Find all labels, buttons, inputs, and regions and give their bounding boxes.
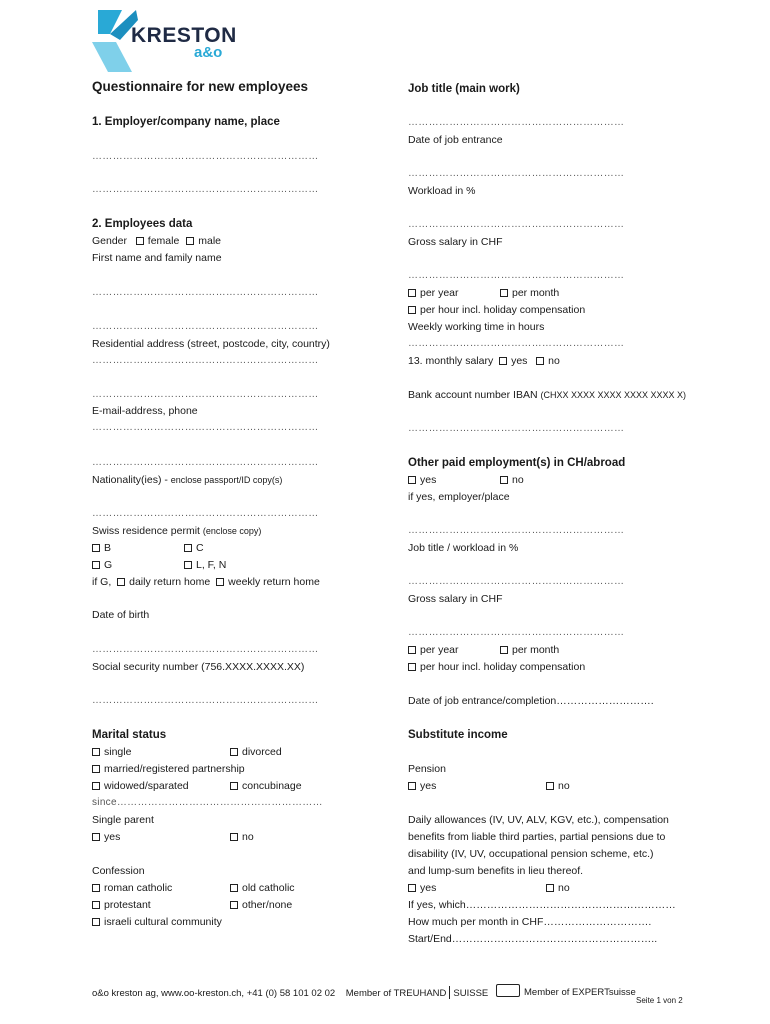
name-line-1[interactable]: ………………………………………………………… (92, 287, 319, 298)
permit-b-label: B (104, 542, 112, 554)
israeli-checkbox[interactable] (92, 918, 100, 926)
old-catholic-checkbox[interactable] (230, 884, 238, 892)
per-hour-checkbox[interactable] (408, 306, 416, 314)
roman-option[interactable] (92, 881, 172, 895)
daily-no-checkbox[interactable] (546, 884, 554, 892)
per-year-option[interactable] (408, 286, 459, 300)
logo-name: KRESTON (131, 24, 237, 47)
pension-no-option[interactable] (546, 779, 570, 793)
single-parent-yes-label: yes (104, 831, 121, 843)
daily-allowance-text-4: and lump-sum benefits in lieu thereof. (408, 865, 584, 877)
other-no-label: no (512, 474, 524, 486)
per-year2-option[interactable] (408, 643, 459, 657)
employer-line-2[interactable]: ………………………………………………………… (92, 184, 319, 195)
concubinage-option[interactable] (230, 779, 302, 793)
date-completion-line[interactable]: Date of job entrance/completion………………………. (408, 695, 654, 707)
per-year-checkbox[interactable] (408, 289, 416, 297)
per-hour2-option[interactable] (408, 660, 585, 674)
other-no-option[interactable] (500, 473, 524, 487)
job-workload-line[interactable]: ……………………………………………………… (408, 576, 625, 587)
iban-row (408, 388, 686, 402)
gross-salary2-label: Gross salary in CHF (408, 593, 503, 605)
permit-c-option[interactable] (184, 541, 204, 555)
thirteenth-row (408, 354, 560, 368)
per-hour2-label: per hour incl. holiday compensation (420, 661, 586, 673)
gross-salary-label: Gross salary in CHF (408, 236, 503, 248)
page-number: Seite 1 von 2 (636, 996, 683, 1005)
footer-divider (449, 986, 450, 999)
permit-g-option[interactable] (92, 558, 112, 572)
pension-yes-option[interactable] (408, 779, 436, 793)
divorced-option[interactable] (230, 745, 282, 759)
swiss-permit-label: Swiss residence permit (92, 525, 200, 537)
other-no-checkbox[interactable] (500, 476, 508, 484)
israeli-label: israeli cultural community (104, 916, 222, 928)
per-hour2-checkbox[interactable] (408, 663, 416, 671)
address-line-2[interactable]: ………………………………………………………… (92, 389, 319, 400)
permit-c-checkbox[interactable] (184, 544, 192, 552)
married-label: married/registered partnership (104, 763, 245, 775)
male-label: male (198, 235, 221, 247)
widowed-label: widowed/sparated (104, 780, 189, 792)
other-none-label: other/none (242, 899, 293, 911)
iban-format: (CHXX XXXX XXXX XXXX XXXX X) (540, 390, 687, 400)
per-year2-checkbox[interactable] (408, 646, 416, 654)
first-name-label: First name and family name (92, 252, 222, 264)
old-catholic-label: old catholic (242, 882, 295, 894)
pension-no-checkbox[interactable] (546, 782, 554, 790)
per-month2-option[interactable] (500, 643, 559, 657)
permit-lfn-label: L, F, N (196, 559, 227, 571)
protestant-option[interactable] (92, 898, 151, 912)
roman-checkbox[interactable] (92, 884, 100, 892)
single-parent-yes-option[interactable] (92, 830, 120, 844)
protestant-label: protestant (104, 899, 151, 911)
permit-g-label: G (104, 559, 113, 571)
widowed-option[interactable] (92, 779, 189, 793)
daily-return-checkbox[interactable] (117, 578, 125, 586)
gender-row (92, 234, 221, 248)
other-employment-heading: Other paid employment(s) in CH/abroad (408, 457, 626, 469)
pension-yes-checkbox[interactable] (408, 782, 416, 790)
dob-label: Date of birth (92, 609, 150, 621)
nationality-label: Nationality(ies) - (92, 474, 168, 486)
single-checkbox[interactable] (92, 748, 100, 756)
expertsuisse-label: Member of EXPERTsuisse (524, 987, 636, 998)
per-month2-checkbox[interactable] (500, 646, 508, 654)
email-line-2[interactable]: ………………………………………………………… (92, 457, 319, 468)
divorced-checkbox[interactable] (230, 748, 238, 756)
employer-heading: 1. Employer/company name, place (92, 116, 280, 128)
nationality-line[interactable]: ………………………………………………………… (92, 508, 319, 519)
old-catholic-option[interactable] (230, 881, 295, 895)
employer-place-line[interactable]: ……………………………………………………… (408, 525, 625, 536)
single-parent-no-checkbox[interactable] (230, 833, 238, 841)
pension-label: Pension (408, 763, 446, 775)
thirteenth-yes-label: yes (511, 355, 528, 367)
weekly-time-line[interactable]: ……………………………………………………… (408, 338, 625, 349)
thirteenth-no-label: no (548, 355, 560, 367)
job-title-line[interactable]: ……………………………………………………… (408, 117, 625, 128)
daily-yes-checkbox[interactable] (408, 884, 416, 892)
if-g-label: if G, (92, 576, 112, 588)
weekly-return-label: weekly return home (228, 576, 320, 588)
married-option[interactable] (92, 762, 245, 776)
since-line[interactable]: since…………………………………………………… (92, 797, 323, 808)
daily-return-label: daily return home (129, 576, 211, 588)
marital-heading: Marital status (92, 729, 167, 741)
logo-sub: a&o (194, 44, 223, 61)
permit-b-checkbox[interactable] (92, 544, 100, 552)
per-month-option[interactable] (500, 286, 559, 300)
name-line-2[interactable]: ………………………………………………………… (92, 321, 319, 332)
daily-yes-label: yes (420, 882, 437, 894)
workload-line[interactable]: ……………………………………………………… (408, 219, 625, 230)
other-yes-checkbox[interactable] (408, 476, 416, 484)
permit-g-checkbox[interactable] (92, 561, 100, 569)
permit-lfn-option[interactable] (184, 558, 226, 572)
weekly-time-label: Weekly working time in hours (408, 321, 545, 333)
per-month-label: per month (512, 287, 560, 299)
swiss-permit-note: (enclose copy) (202, 526, 262, 536)
single-label: single (104, 746, 132, 758)
employer-line-1[interactable]: ………………………………………………………… (92, 151, 319, 162)
permit-lfn-checkbox[interactable] (184, 561, 192, 569)
job-workload-label: Job title / workload in % (408, 542, 519, 554)
date-entrance-line[interactable]: ……………………………………………………… (408, 168, 625, 179)
nationality-row (92, 473, 282, 487)
divorced-label: divorced (242, 746, 282, 758)
roman-label: roman catholic (104, 882, 173, 894)
gender-label: Gender (92, 235, 128, 247)
other-none-option[interactable] (230, 898, 292, 912)
single-parent-label: Single parent (92, 814, 154, 826)
date-entrance-label: Date of job entrance (408, 134, 503, 146)
concubinage-checkbox[interactable] (230, 782, 238, 790)
thirteenth-yes-checkbox[interactable] (499, 357, 507, 365)
substitute-heading: Substitute income (408, 729, 508, 741)
per-hour-label: per hour incl. holiday compensation (420, 304, 586, 316)
single-parent-no-option[interactable] (230, 830, 254, 844)
daily-allowance-text-2: benefits from liable third parties, partial pensions due to (408, 831, 666, 843)
single-parent-yes-checkbox[interactable] (92, 833, 100, 841)
job-title-heading: Job title (main work) (408, 83, 520, 95)
footer-address: o&o kreston ag, www.oo-kreston.ch, +41 (0) 58 101 02 02 (92, 988, 336, 999)
married-checkbox[interactable] (92, 765, 100, 773)
thirteenth-no-checkbox[interactable] (536, 357, 544, 365)
dob-line[interactable]: ………………………………………………………… (92, 644, 319, 655)
nationality-note: enclose passport/ID copy(s) (170, 475, 283, 485)
confession-label: Confession (92, 865, 145, 877)
ssn-line[interactable]: ………………………………………………………… (92, 695, 319, 706)
single-option[interactable] (92, 745, 131, 759)
page-title: Questionnaire for new employees (92, 79, 309, 94)
iban-label: Bank account number IBAN (408, 389, 538, 401)
workload-label: Workload in % (408, 185, 476, 197)
footer-suisse: SUISSE (453, 988, 489, 999)
daily-allowance-text-1: Daily allowances (IV, UV, ALV, KGV, etc.), compensation (408, 814, 669, 826)
email-label: E-mail-address, phone (92, 405, 198, 417)
ssn-label: Social security number (756.XXXX.XXXX.XX) (92, 661, 305, 673)
per-month2-label: per month (512, 644, 560, 656)
daily-no-option[interactable] (546, 881, 570, 895)
expertsuisse-badge (496, 984, 636, 998)
other-yes-label: yes (420, 474, 437, 486)
pension-no-label: no (558, 780, 570, 792)
weekly-return-checkbox[interactable] (216, 578, 224, 586)
if-g-row (92, 575, 320, 589)
residential-label: Residential address (street, postcode, city, country) (92, 338, 330, 350)
if-yes-which-line[interactable]: If yes, which…………………………………………………… (408, 899, 676, 911)
other-none-checkbox[interactable] (230, 901, 238, 909)
gross-salary-line[interactable]: ……………………………………………………… (408, 270, 625, 281)
if-yes-employer-label: if yes, employer/place (408, 491, 510, 503)
swiss-permit-row (92, 524, 261, 538)
expertsuisse-icon (496, 984, 520, 997)
per-year2-label: per year (420, 644, 459, 656)
concubinage-label: concubinage (242, 780, 302, 792)
other-yes-option[interactable] (408, 473, 436, 487)
daily-allowance-text-3: disability (IV, UV, occupational pension scheme, etc.) (408, 848, 654, 860)
per-month-checkbox[interactable] (500, 289, 508, 297)
male-checkbox[interactable] (186, 237, 194, 245)
employees-heading: 2. Employees data (92, 218, 193, 230)
pension-yes-label: yes (420, 780, 437, 792)
single-parent-no-label: no (242, 831, 254, 843)
address-line-1[interactable]: ………………………………………………………… (92, 355, 319, 366)
israeli-option[interactable] (92, 915, 222, 929)
start-end-line[interactable]: Start/End………………………………………………….. (408, 933, 658, 945)
per-year-label: per year (420, 287, 459, 299)
permit-b-option[interactable] (92, 541, 111, 555)
how-much-line[interactable]: How much per month in CHF…………………………. (408, 916, 652, 928)
footer-member: Member of TREUHAND (345, 988, 447, 999)
gross-salary2-line[interactable]: ……………………………………………………… (408, 627, 625, 638)
daily-no-label: no (558, 882, 570, 894)
widowed-checkbox[interactable] (92, 782, 100, 790)
thirteenth-label: 13. monthly salary (408, 355, 494, 367)
per-hour-option[interactable] (408, 303, 585, 317)
permit-c-label: C (196, 542, 204, 554)
female-label: female (147, 235, 180, 247)
footer (92, 986, 488, 999)
daily-yes-option[interactable] (408, 881, 436, 895)
female-checkbox[interactable] (136, 237, 144, 245)
kreston-logo (92, 10, 242, 74)
protestant-checkbox[interactable] (92, 901, 100, 909)
email-line-1[interactable]: ………………………………………………………… (92, 422, 319, 433)
iban-line[interactable]: ……………………………………………………… (408, 423, 625, 434)
